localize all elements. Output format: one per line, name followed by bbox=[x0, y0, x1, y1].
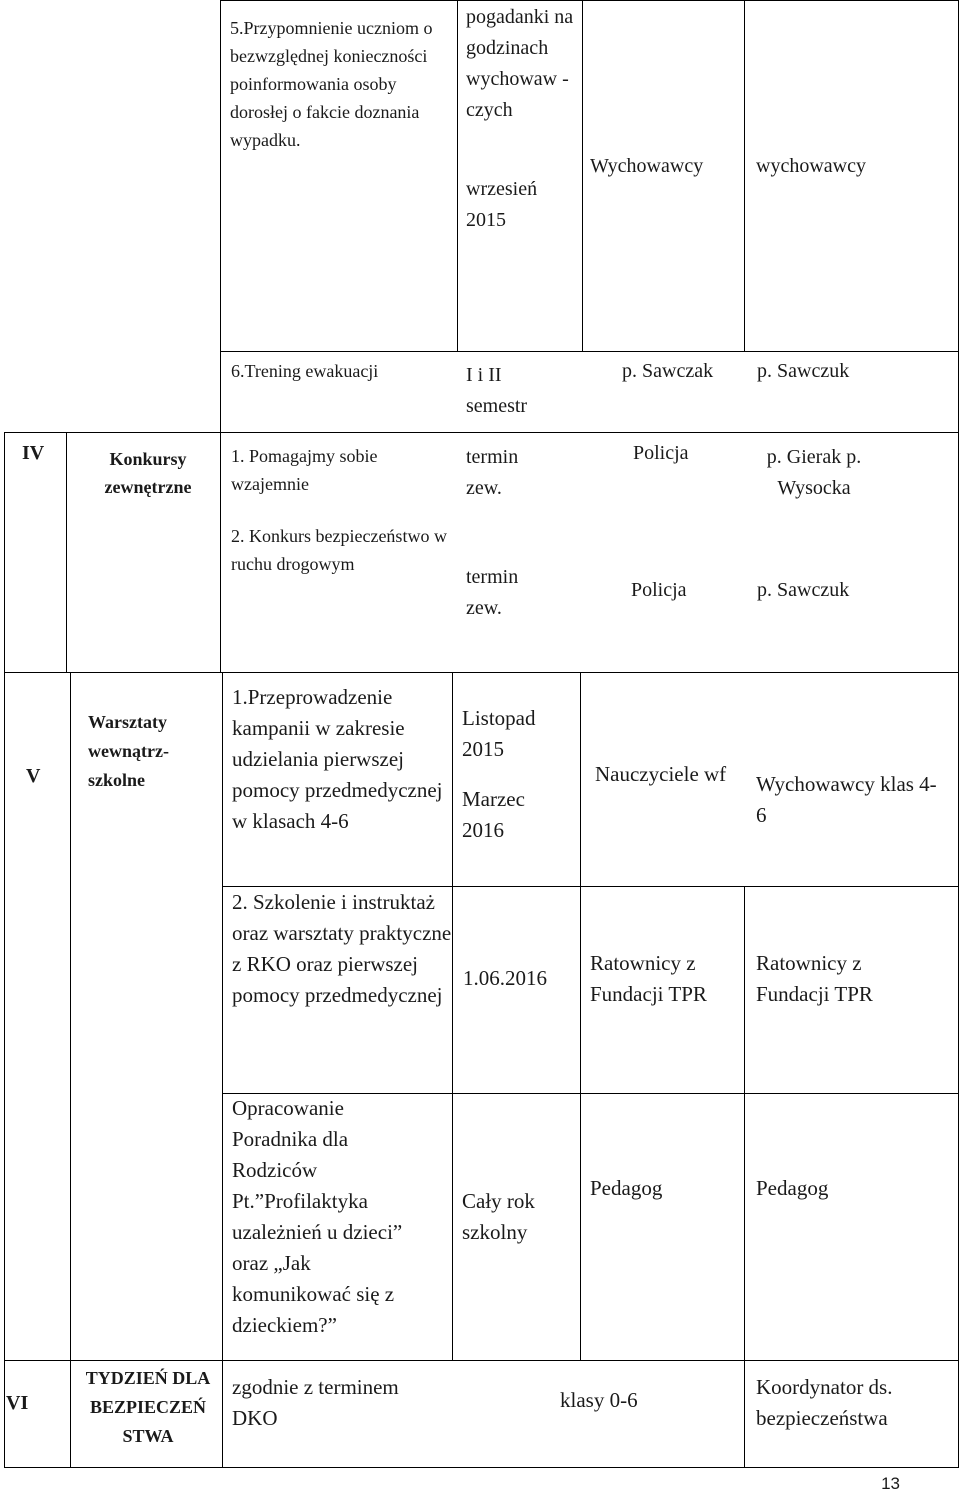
section-iv-title: Konkursy zewnętrzne bbox=[104, 449, 192, 497]
section-v-number: V bbox=[26, 765, 41, 787]
task-v-2-cell: 2. Szkolenie i instruktaż oraz warsztaty praktyczne z RKO oraz pierwszej pomocy przedmedycznej bbox=[232, 890, 452, 1007]
date-v-2-cell: 1.06.2016 bbox=[463, 966, 547, 990]
exec-5-cell: Wychowawcy bbox=[590, 155, 704, 177]
exec-6-cell: p. Sawczak bbox=[622, 360, 714, 382]
date-6-cell: I i II semestr bbox=[466, 364, 528, 417]
resp-iv-2-cell: p. Sawczuk bbox=[757, 579, 850, 601]
task-5-cell: 5.Przypomnienie uczniom o bezwzględnej konieczności poinformowania osoby dorosłej o fakcie doznania wypadku. bbox=[230, 18, 433, 150]
task-v-3-cell: Opracowanie Poradnika dla Rodziców Pt.”Profilaktyka uzależnień u dzieci” oraz „Jak komunikować się z dzieckiem?” bbox=[232, 1096, 403, 1337]
task-iv-2-cell: 2. Konkurs bezpieczeństwo w ruchu drogowym bbox=[231, 526, 447, 574]
resp-iv-1-cell: p. Gierak p. Wysocka bbox=[766, 446, 862, 499]
task-iv-1-cell: 1. Pomagajmy sobie wzajemnie bbox=[231, 446, 378, 494]
page-number: 13 bbox=[881, 1474, 900, 1493]
task-vi-cell: zgodnie z terminem DKO bbox=[232, 1375, 399, 1430]
task-6-cell: 6.Trening ewakuacji bbox=[231, 361, 379, 381]
date-iv-2-cell: termin zew. bbox=[466, 566, 519, 619]
task-v-1-cell: 1.Przeprowadzenie kampanii w zakresie udzielania pierwszej pomocy przedmedycznej w klasach 4-6 bbox=[232, 685, 443, 833]
resp-5-cell: wychowawcy bbox=[756, 155, 866, 177]
exec-vi-cell: klasy 0-6 bbox=[560, 1388, 638, 1412]
date-v-1a-cell: Listopad 2015 bbox=[462, 706, 536, 761]
section-vi-number: VI bbox=[6, 1392, 29, 1414]
form-5-cell: pogadanki na godzinach wychowaw -czych bbox=[466, 6, 574, 121]
date-5-cell: wrzesień 2015 bbox=[466, 178, 538, 231]
exec-v-2-cell: Ratownicy z Fundacji TPR bbox=[590, 951, 707, 1006]
resp-v-2-cell: Ratownicy z Fundacji TPR bbox=[756, 951, 873, 1006]
exec-v-1-cell: Nauczyciele wf bbox=[595, 762, 727, 786]
section-vi-title: TYDZIEŃ DLA BEZPIECZEŃ STWA bbox=[85, 1368, 211, 1446]
exec-iv-2-cell: Policja bbox=[631, 579, 687, 601]
section-v-title: Warsztaty wewnątrz-szkolne bbox=[88, 712, 169, 790]
exec-iv-1-cell: Policja bbox=[633, 442, 689, 464]
resp-6-cell: p. Sawczuk bbox=[757, 360, 850, 382]
resp-v-1-cell: Wychowawcy klas 4-6 bbox=[756, 772, 937, 827]
date-iv-1-cell: termin zew. bbox=[466, 446, 519, 499]
resp-v-3-cell: Pedagog bbox=[756, 1176, 829, 1200]
section-iv-number: IV bbox=[22, 442, 45, 464]
resp-vi-cell: Koordynator ds. bezpieczeństwa bbox=[756, 1375, 893, 1430]
date-v-1b-cell: Marzec 2016 bbox=[462, 787, 525, 842]
exec-v-3-cell: Pedagog bbox=[590, 1176, 663, 1200]
date-v-3-cell: Cały rok szkolny bbox=[462, 1189, 535, 1244]
